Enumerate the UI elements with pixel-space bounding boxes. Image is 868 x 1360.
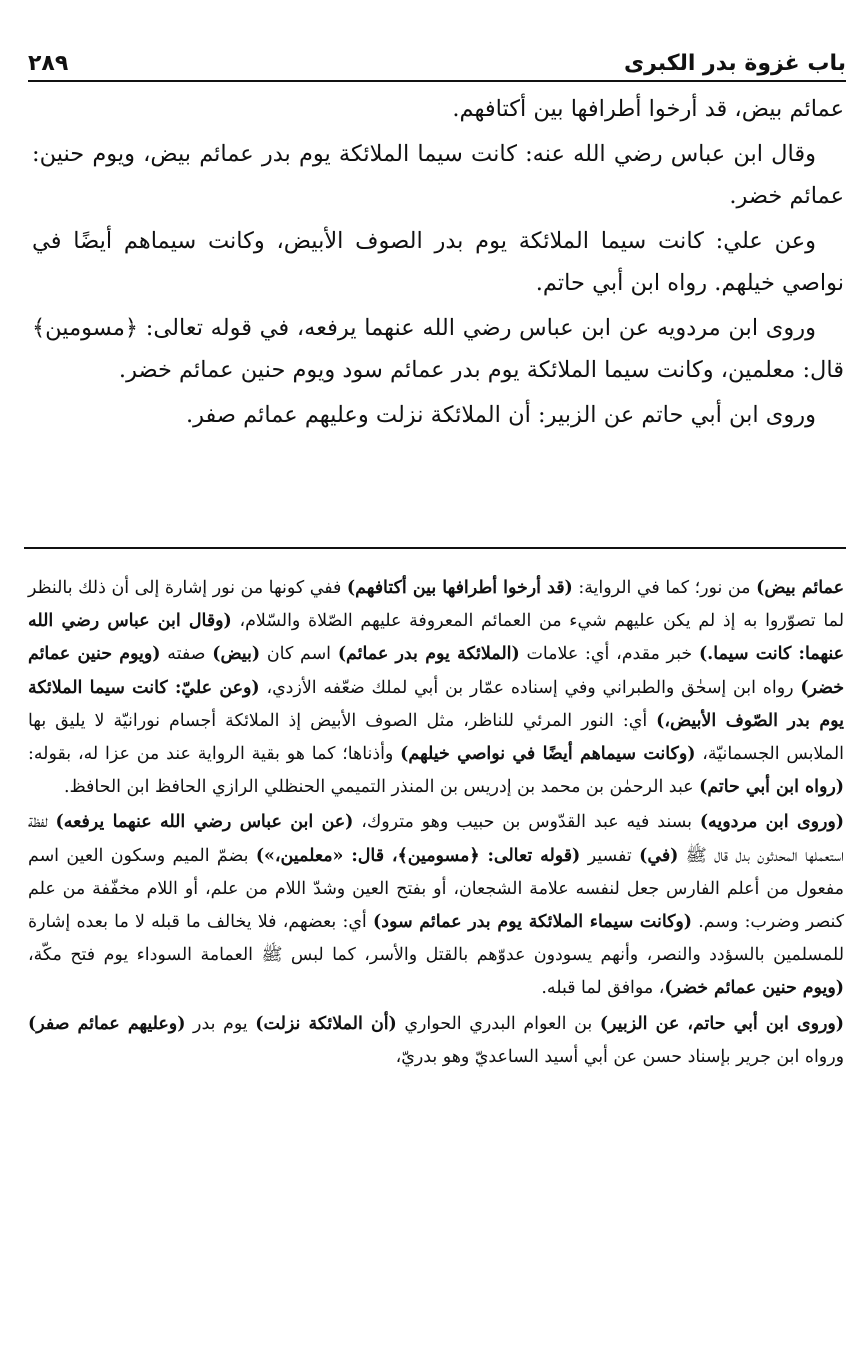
main-text <box>32 88 844 438</box>
commentary-text: من نور؛ كما في الرواية: <box>572 578 757 598</box>
commentary-text: ، موافق لما قبله. <box>541 978 665 999</box>
main-paragraph: وقال ابن عباس رضي الله عنه: كانت سيما الملائكة يوم بدر عمائم بيض، ويوم حنين: عمائم خضر. <box>32 140 844 209</box>
commentary-text: رواه ابن إسحٰق والطبراني وفي إسناده عمّار بن أبي لملك ضعّفه الأزدي، <box>259 677 801 698</box>
quoted-text: (أن الملائكة نزلت) <box>255 1013 397 1034</box>
main-paragraph: وروى ابن مردويه عن ابن عباس رضي الله عنهما يرفعه، في قوله تعالى: ﴿مسومين﴾قال: معلمين، وكانت سيما الملائكة يوم بدر عمائم سود ويوم حنين عمائم خضر. <box>32 314 844 383</box>
commentary-text: ورواه ابن جرير بإسناد حسن عن أبي أسيد الساعديّ وهو بدريّ، <box>395 1046 844 1067</box>
commentary-text: يوم بدر <box>185 1013 256 1034</box>
quoted-text: (قوله تعالى: ﴿مسومين﴾، قال: «معلمين،») <box>255 845 581 866</box>
quoted-text: (قد أرخوا أطرافها بين أكتافهم) <box>346 578 573 598</box>
separator-rule <box>24 547 846 549</box>
main-paragraph: وعن علي: كانت سيما الملائكة يوم بدر الصوف الأبيض، وكانت سيماهم أيضًا في نواصي خيلهم. رواه ابن أبي حاتم. <box>32 227 844 296</box>
main-paragraph: وروى ابن أبي حاتم عن الزبير: أن الملائكة نزلت وعليهم عمائم صفر. <box>185 401 816 428</box>
quoted-text: (وعن عليّ: كانت سيما الملائكة يوم بدر الصّوف الأبيض،) <box>28 677 844 731</box>
quoted-text: (وقال ابن عباس رضي الله عنهما: كانت سيما.) <box>28 611 844 665</box>
commentary-text: لفظة استعملها المحدثون بدل قال ﷺ <box>28 812 845 866</box>
quoted-text: (الملائكة يوم بدر عمائم) <box>337 644 520 665</box>
commentary-paragraph <box>28 572 844 804</box>
commentary-paragraph <box>28 806 844 1005</box>
page-number: ٢٨٩ <box>28 51 69 76</box>
commentary-paragraph <box>28 1008 844 1074</box>
quoted-text: (بيض) <box>212 644 261 665</box>
commentary-text: بسند فيه عبد القدّوس بن حبيب وهو متروك، <box>353 812 700 833</box>
quoted-text: (في) <box>639 845 679 866</box>
commentary-text: ففي كونها من نور إشارة إلى أن ذلك بالنظر لما تصوّروا به إذ لم يكن عليهم شيء من العمائم المعروفة عليهم الصّلاة والسّلام، <box>28 578 844 632</box>
commentary-text: وأذناها؛ كما هو بقية الرواية عند من عزا له، بقوله: <box>28 744 401 765</box>
quoted-text: (ويوم حنين عمائم خضر) <box>28 644 844 698</box>
commentary-text: أي: النور المرئي للناظر، مثل الصوف الأبيض إذ الملائكة أجسام نورانيّة لا يليق بها الملابس الجسمانيّة، <box>28 710 844 765</box>
commentary-text: صفته <box>160 644 213 665</box>
commentary <box>28 572 844 1076</box>
chapter-title: باب غزوة بدر الكبرى <box>623 51 846 76</box>
commentary-text: خبر مقدم، أي: علامات <box>519 644 699 665</box>
commentary-text: بضمّ الميم وسكون العين اسم مفعول من أعلم الفارس جعل لنفسه علامة الشجعان، أو بفتح العين وشدّ اللام من علم، أو اللام مخفّفة من علم كنصر وضرب: وسم. <box>28 845 845 933</box>
quoted-text: (وكانت سيماهم أيضًا في نواصي خيلهم) <box>400 744 696 765</box>
quoted-text: (وكانت سيماء الملائكة يوم بدر عمائم سود) <box>373 912 693 933</box>
commentary-text: تفسير <box>580 845 640 866</box>
running-header <box>28 34 846 82</box>
commentary-text: بن العوام البدري الحواري <box>396 1013 600 1034</box>
commentary-text: اسم كان <box>260 644 338 665</box>
quoted-text: (وعليهم عمائم صفر) <box>28 1013 186 1034</box>
quoted-text: (وروى ابن أبي حاتم، عن الزبير) <box>599 1013 845 1034</box>
quoted-text: (عن ابن عباس رضي الله عنهما يرفعه) <box>55 812 354 833</box>
quoted-text: (رواه ابن أبي حاتم) <box>699 777 844 798</box>
commentary-text: عبد الرحمٰن بن محمد بن إدريس بن المنذر التميمي الحنظلي الرازي الحافظ ابن الحافظ. <box>63 777 700 798</box>
quoted-text: عمائم بيض) <box>756 578 844 598</box>
quoted-text: (وروى ابن مردويه) <box>699 812 845 833</box>
main-paragraph: عمائم بيض، قد أرخوا أطرافها بين أكتافهم. <box>452 96 844 122</box>
commentary-text: أي: بعضهم، فلا يخالف ما قبله لا ما بعده إشارة للمسلمين بالسؤدد والنصر، وأنهم يسودون عدوّهم بالقتل والأسر، كما لبس ﷺ العمامة السوداء يوم فتح مكّة، <box>28 912 844 966</box>
quoted-text: (ويوم حنين عمائم خضر) <box>664 978 844 999</box>
